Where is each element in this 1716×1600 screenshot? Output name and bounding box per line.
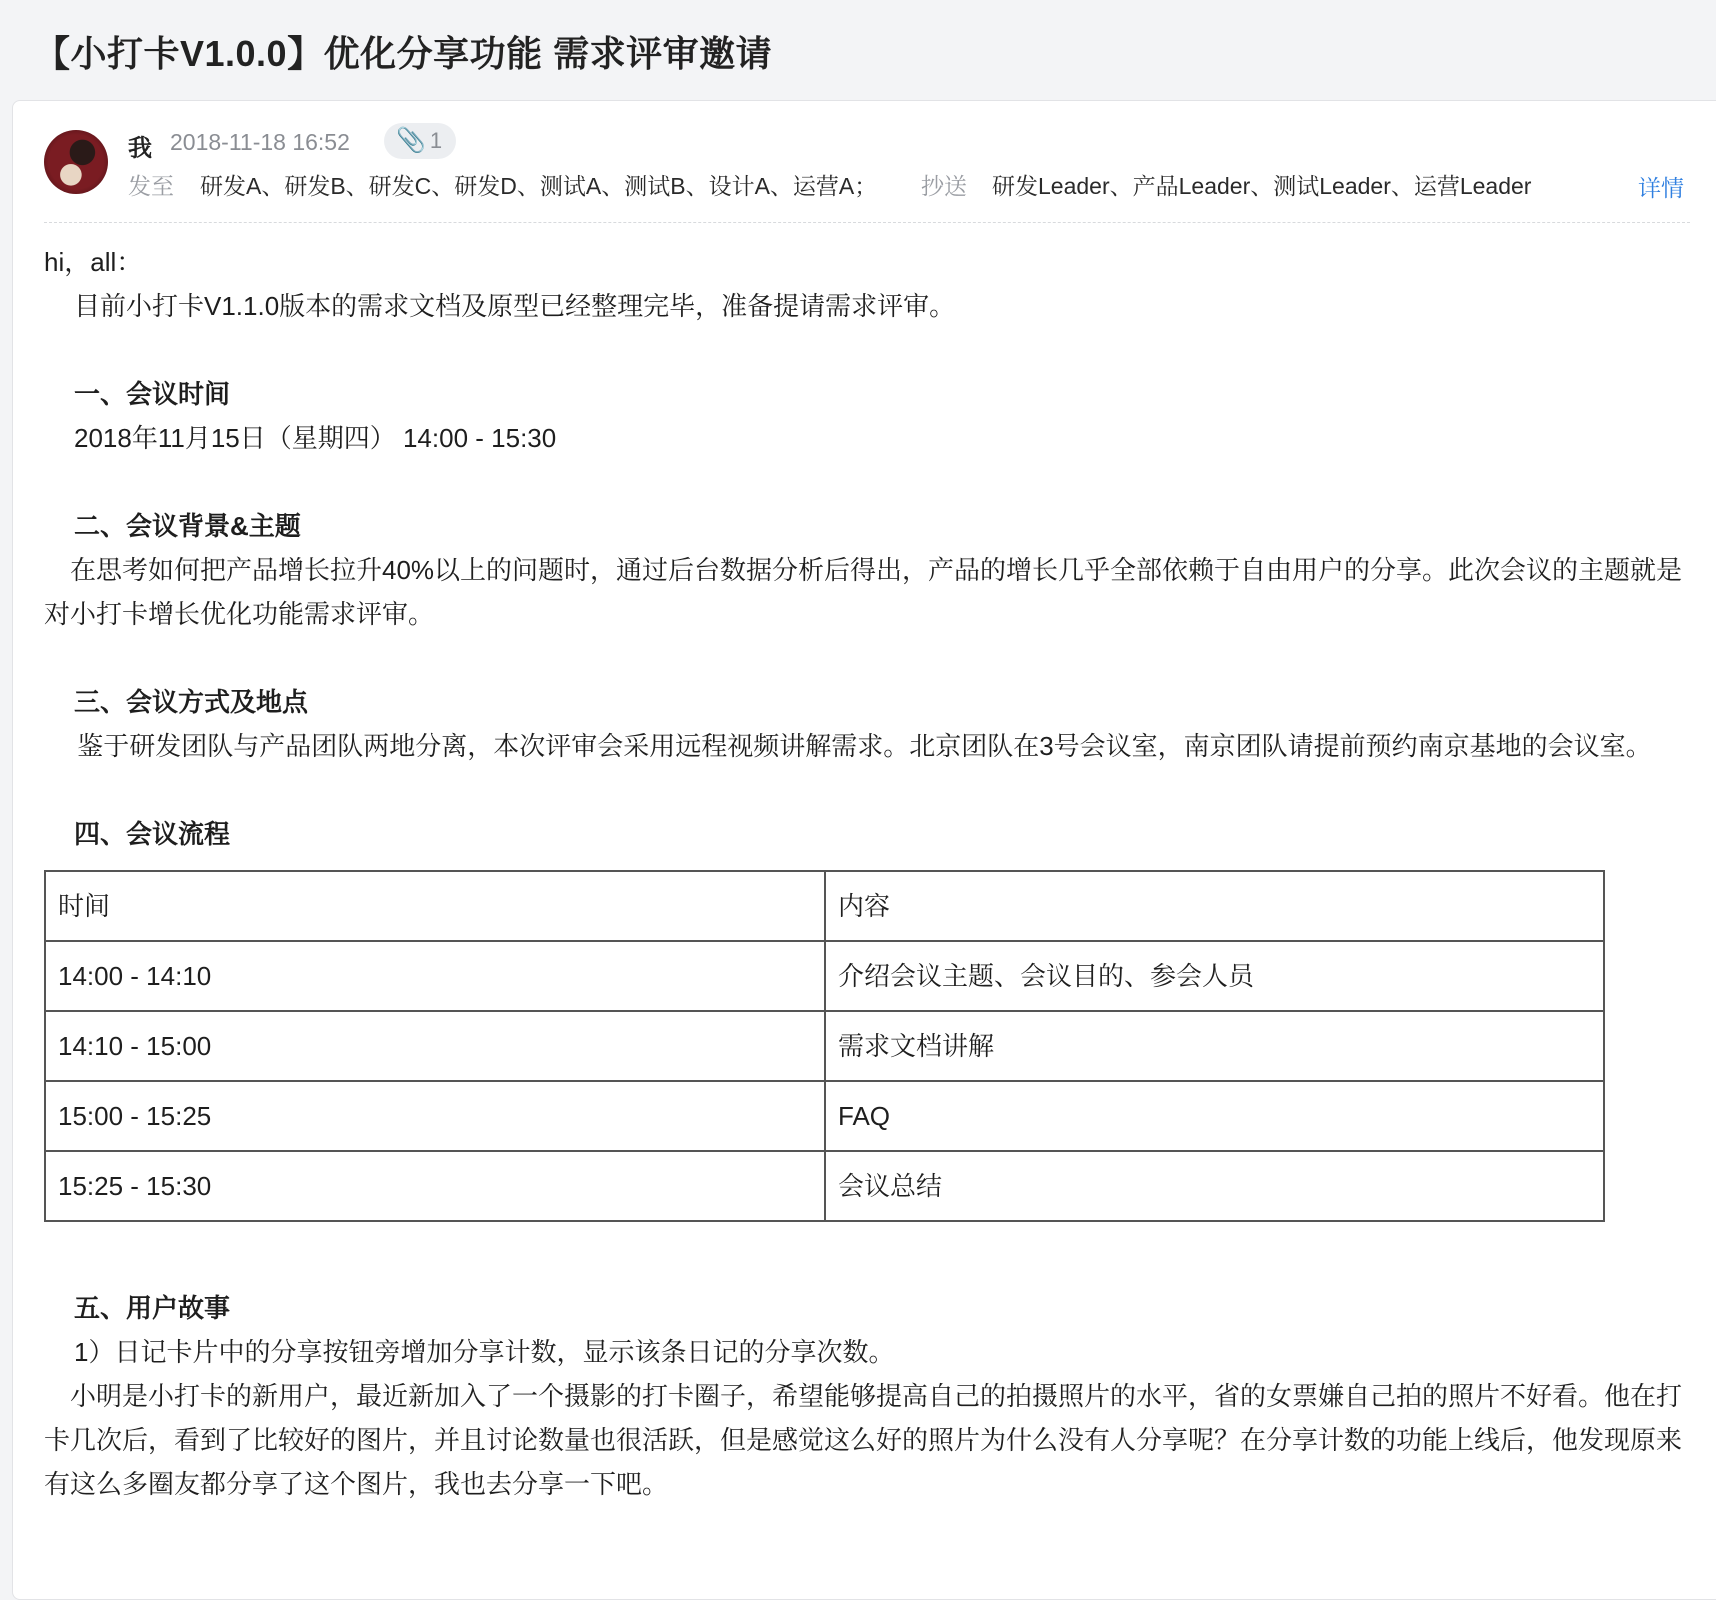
section-5-item-1: 1）日记卡片中的分享按钮旁增加分享计数，显示该条日记的分享次数。 (74, 1337, 895, 1367)
table-header-cell: 时间 (45, 871, 825, 941)
avatar[interactable] (44, 130, 108, 194)
section-2-title: 二、会议背景&主题 (74, 511, 301, 541)
table-row (45, 1081, 1604, 1151)
table-row (45, 1011, 1604, 1081)
attachment-badge[interactable] (384, 123, 456, 159)
attachment-count: 1 (429, 128, 443, 153)
table-cell: 14:00 - 14:10 (45, 941, 825, 1011)
email-body (44, 240, 1694, 1506)
table-row (45, 941, 1604, 1011)
agenda-table (44, 870, 1605, 1222)
table-cell: 14:10 - 15:00 (45, 1011, 825, 1081)
sender-name[interactable]: 我 (128, 135, 152, 162)
section-1-title: 一、会议时间 (74, 379, 231, 409)
greeting: hi，all： (44, 247, 143, 277)
table-header-row (45, 871, 1604, 941)
table-cell: FAQ (825, 1081, 1604, 1151)
section-4-title: 四、会议流程 (74, 819, 231, 849)
table-header-cell: 内容 (825, 871, 1604, 941)
detail-link[interactable]: 详情 (1638, 175, 1684, 201)
table-cell: 需求文档讲解 (825, 1011, 1604, 1081)
table-row (45, 1151, 1604, 1221)
section-5-title: 五、用户故事 (74, 1293, 231, 1323)
cc-recipients[interactable]: 研发Leader、产品Leader、测试Leader、运营Leader (992, 173, 1532, 199)
paperclip-icon: 📎 (396, 127, 426, 154)
header-divider (44, 222, 1690, 223)
to-label: 发至 (128, 173, 174, 199)
table-cell: 15:25 - 15:30 (45, 1151, 825, 1221)
section-1-text: 2018年11月15日（星期四） 14:00 - 15:30 (74, 423, 557, 453)
cc-label: 抄送 (921, 173, 967, 199)
send-date: 2018-11-18 16:52 (170, 129, 350, 155)
section-3-title: 三、会议方式及地点 (74, 687, 309, 717)
table-cell: 会议总结 (825, 1151, 1604, 1221)
table-cell: 15:00 - 15:25 (45, 1081, 825, 1151)
section-3-text: 鉴于研发团队与产品团队两地分离，本次评审会采用远程视频讲解需求。北京团队在3号会议室，南京团队请提前预约南京基地的会议室。 (44, 731, 1652, 761)
table-cell: 介绍会议主题、会议目的、参会人员 (825, 941, 1604, 1011)
intro-text: 目前小打卡V1.1.0版本的需求文档及原型已经整理完毕，准备提请需求评审。 (74, 291, 956, 321)
email-subject: 【小打卡V1.0.0】优化分享功能 需求评审邀请 (34, 33, 773, 74)
to-recipients[interactable]: 研发A、研发B、研发C、研发D、测试A、测试B、设计A、运营A； (200, 173, 878, 199)
section-2-text: 在思考如何把产品增长拉升40%以上的问题时，通过后台数据分析后得出，产品的增长几乎全部依赖于自由用户的分享。此次会议的主题就是对小打卡增长优化功能需求评审。 (44, 555, 1683, 629)
section-5-story: 小明是小打卡的新用户，最近新加入了一个摄影的打卡圈子，希望能够提高自己的拍摄照片的水平，省的女票嫌自己拍的照片不好看。他在打卡几次后，看到了比较好的图片，并且讨论数量也很活跃，但是感觉这么好的照片为什么没有人分享呢？在分享计数的功能上线后，他发现原来有这么多圈友都分享了这个图片，我也去分享一下吧。 (44, 1381, 1683, 1499)
